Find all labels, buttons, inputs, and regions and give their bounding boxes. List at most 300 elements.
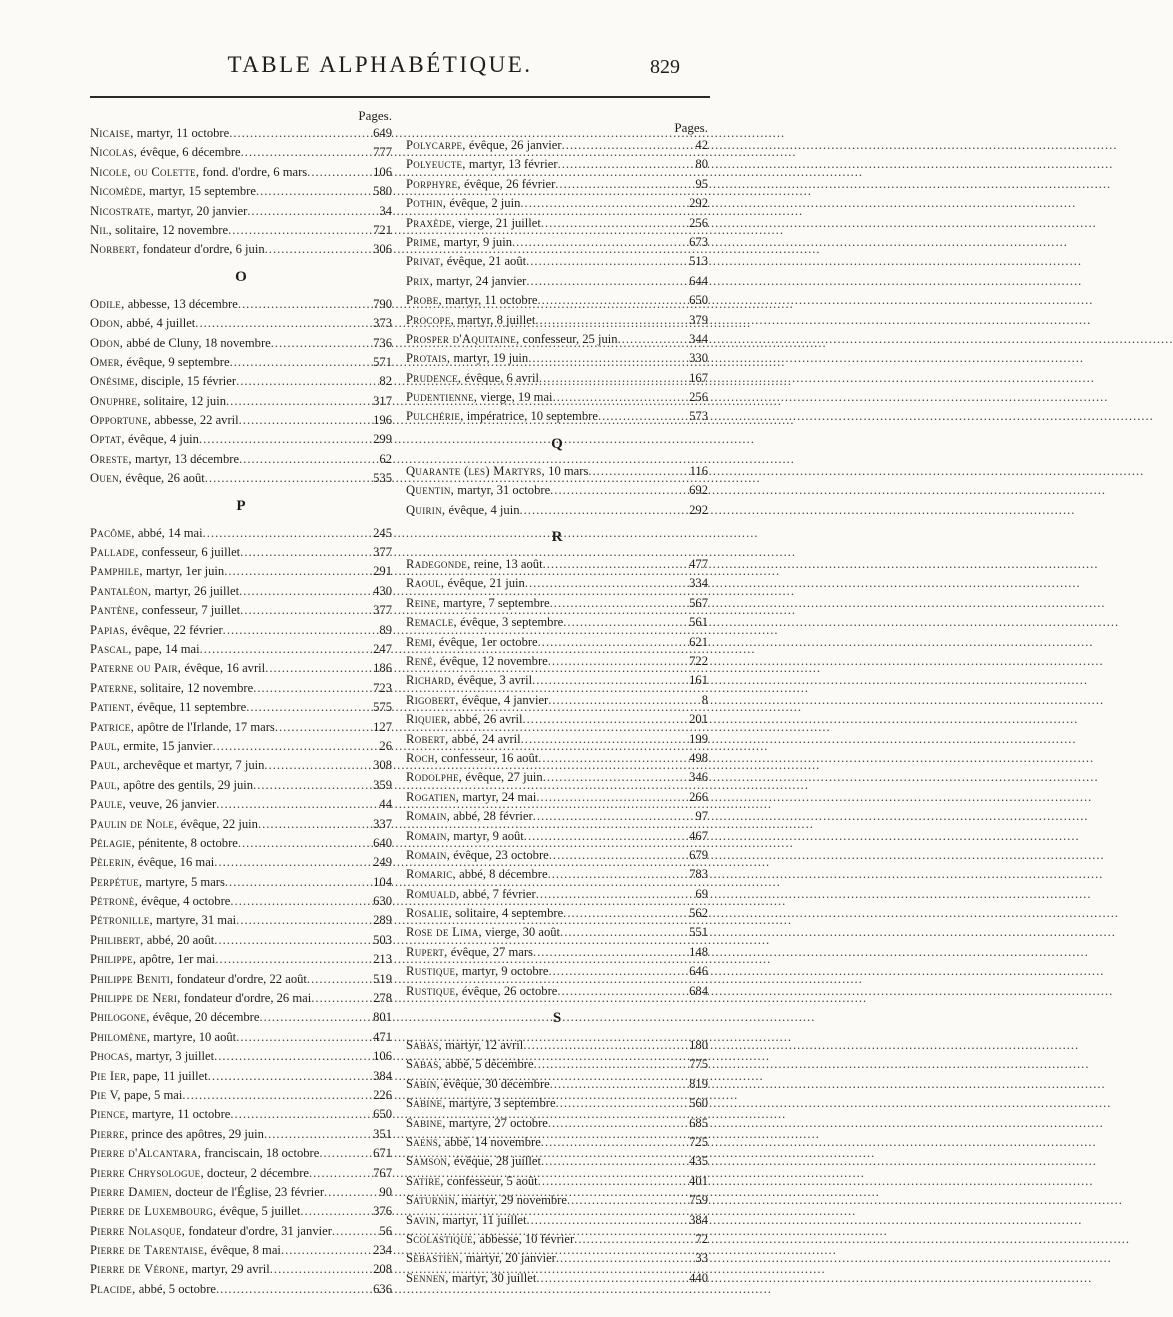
page-reference: 725: [689, 1134, 708, 1149]
saint-name: Pierre Chrysologue,: [90, 1165, 204, 1180]
dot-leader: [309, 1164, 370, 1183]
page-reference: 567: [689, 595, 708, 610]
index-entry: [406, 369, 708, 388]
page-reference: 82: [379, 374, 392, 389]
page-reference: 650: [373, 1107, 392, 1122]
index-entry: [90, 450, 392, 469]
index-entry: [406, 904, 708, 923]
entry-text: [406, 214, 541, 233]
index-entry: [90, 815, 392, 834]
entry-text: [406, 555, 543, 574]
page-reference: 649: [373, 126, 392, 140]
index-entry: [90, 621, 392, 640]
page-reference: 186: [373, 661, 392, 676]
saint-name: Quirin,: [406, 502, 446, 517]
entry-text: [90, 543, 240, 562]
page-reference: 435: [689, 1154, 708, 1169]
index-entry: [90, 221, 392, 240]
entry-description: évêque, 6 décembre: [137, 145, 241, 160]
saint-name: Odon,: [90, 316, 124, 331]
page-reference: 580: [373, 184, 392, 199]
saint-name: Remacle,: [406, 615, 457, 630]
saint-name: Omer,: [90, 354, 124, 369]
entry-text: [90, 911, 236, 930]
entry-text: [90, 698, 246, 717]
index-entry: [90, 1280, 392, 1299]
entry-text: [90, 372, 236, 391]
saint-name: Pierre,: [90, 1126, 129, 1141]
saint-name: Onuphre,: [90, 393, 141, 408]
entry-text: [90, 182, 256, 201]
saint-name: Saens,: [406, 1134, 442, 1149]
page-number: 829: [650, 56, 680, 78]
saint-name: Philippe de Neri,: [90, 991, 181, 1006]
dot-leader: [536, 788, 686, 807]
entry-text: [90, 892, 230, 911]
saint-name: Pulchérie,: [406, 409, 464, 424]
entry-description: confesseur, 5 août: [443, 1173, 538, 1188]
entry-text: [90, 524, 203, 543]
index-entry: [90, 202, 392, 221]
saint-name: Riquier,: [406, 712, 451, 727]
saint-name: Rosalie,: [406, 906, 452, 921]
index-entry: [406, 1230, 708, 1249]
index-entry: [90, 334, 392, 353]
entry-text: [406, 481, 550, 500]
saint-name: Paul,: [90, 738, 121, 753]
dot-leader: [532, 671, 686, 690]
index-entry: [406, 462, 708, 481]
saint-name: Ouen,: [90, 471, 123, 486]
saint-name: Pie V,: [90, 1087, 121, 1102]
index-entry: [406, 788, 708, 807]
saint-name: Porphyre,: [406, 176, 461, 191]
saint-name: Savin,: [406, 1212, 440, 1227]
entry-text: [406, 330, 618, 349]
index-entry: [406, 768, 708, 787]
saint-name: Placide,: [90, 1281, 136, 1296]
pages-column-label: Pages.: [674, 120, 708, 135]
index-entry: [90, 737, 392, 756]
entry-description: évêque, 5 juillet: [216, 1204, 301, 1219]
dot-leader: [199, 430, 370, 449]
dot-leader: [324, 1183, 376, 1202]
entry-description: confesseur, 6 juillet: [138, 545, 241, 560]
entry-description: pape, 11 juillet: [129, 1068, 208, 1083]
page-reference: 116: [689, 463, 708, 478]
page-reference: 575: [373, 700, 392, 715]
page-reference: 161: [689, 673, 708, 688]
dot-leader: [229, 124, 370, 143]
dot-leader: [265, 659, 370, 678]
page-reference: 560: [689, 1096, 708, 1111]
index-entry: [406, 943, 708, 962]
index-column-left: [90, 104, 392, 1299]
dot-leader: [307, 163, 370, 182]
saint-name: Prudence,: [406, 370, 462, 385]
entry-description: pénitente, 8 octobre: [135, 835, 238, 850]
dot-leader: [526, 272, 686, 291]
entry-description: martyr, 30 juillet: [448, 1270, 537, 1285]
dot-leader: [216, 795, 376, 814]
entry-description: martyr, 8 juillet: [454, 312, 536, 327]
entry-text: [406, 691, 548, 710]
entry-description: apôtre de l'Irlande, 17 mars: [134, 719, 275, 734]
entry-description: martyr, 20 janvier: [462, 1251, 556, 1266]
entry-text: [406, 369, 539, 388]
entry-description: martyr, 1er juin: [142, 564, 225, 579]
entry-text: [406, 136, 562, 155]
entry-description: évêque, 26 février: [460, 176, 556, 191]
dot-leader: [520, 501, 687, 520]
dot-leader: [548, 962, 686, 981]
saint-name: Pèlerin,: [90, 855, 135, 870]
entry-text: [406, 1230, 574, 1249]
saint-name: Praxède,: [406, 215, 456, 230]
saint-name: Paul,: [90, 758, 121, 773]
entry-text: [90, 679, 253, 698]
dot-leader: [533, 807, 693, 826]
dot-leader: [246, 698, 370, 717]
index-entry: [90, 989, 392, 1008]
saint-name: Rupert,: [406, 944, 448, 959]
saint-name: Paterne ou Pair,: [90, 661, 182, 676]
page-reference: 234: [373, 1243, 392, 1258]
entry-text: [406, 710, 523, 729]
index-entry: [90, 931, 392, 950]
saint-name: Pétronè,: [90, 894, 139, 909]
entry-text: [406, 462, 588, 481]
index-entry: [406, 671, 708, 690]
dot-leader: [200, 640, 370, 659]
entry-text: [406, 827, 524, 846]
saint-name: Sébastien,: [406, 1251, 463, 1266]
dot-leader: [558, 155, 693, 174]
index-entry: [406, 1269, 708, 1288]
page-reference: 180: [689, 1038, 708, 1053]
page-reference: 430: [373, 583, 392, 598]
entry-description: évêque, 21 août: [443, 254, 527, 269]
saint-name: Phocas,: [90, 1049, 133, 1064]
pages-column-label: Pages.: [358, 108, 392, 123]
entry-description: ermite, 15 janvier: [120, 738, 213, 753]
page-reference: 62: [379, 451, 392, 466]
entry-description: évêque, 8 mai: [207, 1243, 281, 1258]
dot-leader: [520, 194, 686, 213]
page-reference: 90: [379, 1184, 392, 1199]
entry-description: confesseur, 25 juin: [519, 331, 618, 346]
saint-name: Paterne,: [90, 680, 138, 695]
saint-name: Radegonde,: [406, 557, 471, 572]
entry-description: abbé, 4 juillet: [123, 316, 196, 331]
index-entry: [406, 214, 708, 233]
page-reference: 671: [373, 1146, 392, 1161]
index-entry: [90, 411, 392, 430]
entry-description: martyre, 7 septembre: [439, 595, 550, 610]
saint-name: Pétronille,: [90, 913, 153, 928]
dot-leader: [205, 469, 370, 488]
dot-leader: [319, 1144, 370, 1163]
entry-description: martyr, 15 septembre: [145, 184, 256, 199]
entry-text: [406, 1036, 523, 1055]
page-reference: 69: [695, 886, 708, 901]
page-reference: 317: [373, 393, 392, 408]
entry-text: [90, 853, 214, 872]
page-header: [0, 52, 800, 82]
saint-name: Philippe,: [90, 952, 137, 967]
page-reference: 256: [689, 215, 708, 230]
entry-text: [90, 430, 199, 449]
index-entry: [406, 827, 708, 846]
entry-description: fondateur d'ordre, 22 août: [173, 971, 307, 986]
entry-description: évêque, 26 août: [122, 471, 205, 486]
saint-name: Romain,: [406, 828, 451, 843]
saint-name: Rodolphe,: [406, 770, 463, 785]
saint-name: Nicostrate,: [90, 203, 155, 218]
index-entry: [90, 469, 392, 488]
entry-text: [406, 291, 538, 310]
entry-text: [90, 143, 241, 162]
dot-leader: [535, 311, 686, 330]
dot-leader: [239, 450, 376, 469]
saint-name: Papias,: [90, 622, 129, 637]
entry-description: abbé, 7 février: [459, 886, 536, 901]
entry-text: [90, 640, 200, 659]
page-reference: 359: [373, 777, 392, 792]
entry-text: [90, 1105, 230, 1124]
entry-text: [406, 730, 521, 749]
entry-description: martyr, 26 juillet: [151, 583, 240, 598]
saint-name: Rigobert,: [406, 692, 459, 707]
index-entry: [90, 834, 392, 853]
index-entry: [90, 718, 392, 737]
index-entry: [406, 555, 708, 574]
page-reference: 208: [373, 1262, 392, 1277]
page-reference: 775: [689, 1057, 708, 1072]
entry-text: [90, 776, 253, 795]
entry-description: martyr, 24 janvier: [433, 273, 527, 288]
page-reference: 477: [689, 557, 708, 572]
dot-leader: [524, 827, 686, 846]
entry-text: [90, 392, 226, 411]
dot-leader: [307, 970, 370, 989]
entry-description: abbesse, 22 avril: [151, 413, 239, 428]
entry-text: [406, 671, 532, 690]
entry-description: martyre, 10 août: [150, 1029, 237, 1044]
index-entry: [406, 501, 708, 520]
entry-text: [90, 221, 228, 240]
entry-text: [90, 989, 311, 1008]
entry-description: abbé, 14 novembre: [441, 1134, 541, 1149]
index-entry: [90, 1202, 392, 1221]
entry-text: [406, 574, 525, 593]
dot-leader: [557, 982, 686, 1001]
saint-name: Sabas,: [406, 1038, 442, 1053]
index-entry: [406, 574, 708, 593]
entry-description: martyr, 31 octobre: [454, 483, 551, 498]
entry-text: [90, 718, 275, 737]
dot-leader: [567, 1191, 686, 1210]
entry-text: [406, 1114, 548, 1133]
saint-name: Pamphile,: [90, 564, 143, 579]
index-entry: [90, 950, 392, 969]
index-entry: [406, 613, 708, 632]
index-entry: [406, 194, 708, 213]
dot-leader: [226, 392, 370, 411]
page-reference: 247: [373, 641, 392, 656]
saint-name: Rose de Lima,: [406, 925, 482, 940]
entry-description: évêque, 1er octobre: [435, 634, 538, 649]
index-entry: [406, 982, 708, 1001]
page-reference: 337: [373, 816, 392, 831]
page-reference: 306: [373, 242, 392, 257]
saint-name: Paul,: [90, 777, 121, 792]
entry-description: abbé, 28 février: [450, 809, 533, 824]
entry-description: fond. d'ordre, 6 mars: [199, 164, 308, 179]
entry-description: vierge, 19 mai: [477, 390, 553, 405]
dot-leader: [239, 411, 370, 430]
index-entry: [90, 295, 392, 314]
entry-description: évêque, 30 décembre: [439, 1076, 550, 1091]
page-reference: 56: [379, 1223, 392, 1238]
page-reference: 346: [689, 770, 708, 785]
index-entry: [90, 143, 392, 162]
index-entry: [90, 1241, 392, 1260]
dot-leader: [550, 594, 686, 613]
entry-text: [406, 1075, 550, 1094]
dot-leader: [238, 834, 370, 853]
saint-name: Romaric,: [406, 867, 456, 882]
entry-description: abbé, 14 mai: [134, 525, 203, 540]
page-reference: 471: [373, 1029, 392, 1044]
dot-leader: [534, 1055, 687, 1074]
page-reference: 561: [689, 615, 708, 630]
dot-leader: [574, 1230, 692, 1249]
index-entry: [406, 481, 708, 500]
saint-name: Pothin,: [406, 196, 447, 211]
dot-leader: [240, 543, 370, 562]
entry-text: [90, 1125, 264, 1144]
entry-description: évêque, 3 septembre: [456, 615, 564, 630]
page-reference: 289: [373, 913, 392, 928]
saint-name: Oreste,: [90, 451, 132, 466]
dot-leader: [264, 1125, 370, 1144]
index-entry: [406, 136, 708, 155]
dot-leader: [311, 989, 370, 1008]
entry-description: abbesse, 13 décembre: [124, 296, 238, 311]
index-entry: [90, 1260, 392, 1279]
page-reference: 767: [373, 1165, 392, 1180]
entry-description: évêque, 6 avril: [461, 370, 539, 385]
entry-text: [406, 652, 548, 671]
dot-leader: [538, 633, 686, 652]
index-entry: [90, 698, 392, 717]
entry-description: veuve, 26 janvier: [125, 797, 217, 812]
page-reference: 8: [701, 692, 708, 707]
entry-text: [406, 1211, 526, 1230]
dot-leader: [332, 1222, 377, 1241]
dot-leader: [241, 143, 370, 162]
entry-text: [90, 1241, 281, 1260]
index-entry: [406, 311, 708, 330]
page-reference: 384: [373, 1068, 392, 1083]
entry-description: évêque, 4 juin: [124, 432, 199, 447]
index-entry: [90, 240, 392, 259]
index-entry: [406, 1114, 708, 1133]
saint-name: Prosper d'Aquitaine,: [406, 331, 520, 346]
dot-leader: [523, 710, 687, 729]
saint-name: Sabas,: [406, 1057, 442, 1072]
entry-text: [90, 756, 264, 775]
saint-name: René,: [406, 653, 437, 668]
page-reference: 684: [689, 983, 708, 998]
page-reference: 646: [689, 964, 708, 979]
saint-name: Philogone,: [90, 1010, 150, 1025]
saint-name: Romuald,: [406, 886, 460, 901]
index-entry: [406, 1249, 708, 1268]
entry-description: martyr, 13 décembre: [131, 451, 240, 466]
dot-leader: [538, 1172, 686, 1191]
entry-text: [406, 175, 555, 194]
dot-leader: [212, 737, 376, 756]
index-entry: [406, 1172, 708, 1191]
index-entry: [90, 182, 392, 201]
index-entry: [90, 679, 392, 698]
entry-description: évêque, 12 novembre: [436, 653, 548, 668]
index-entry: [406, 1133, 708, 1152]
page-reference: 377: [373, 603, 392, 618]
saint-name: Scolastique,: [406, 1231, 477, 1246]
saint-name: Pierre de Vérone,: [90, 1262, 189, 1277]
entry-description: évêque, 26 octobre: [458, 983, 558, 998]
dot-leader: [215, 950, 370, 969]
saint-name: Patrice,: [90, 719, 135, 734]
saint-name: Polyeucte,: [406, 157, 466, 172]
dot-leader: [560, 923, 686, 942]
index-entry: [406, 1152, 708, 1171]
entry-description: évêque, 27 juin: [462, 770, 543, 785]
entry-text: [90, 163, 307, 182]
saint-name: Odon,: [90, 335, 124, 350]
page-reference: 106: [373, 164, 392, 179]
index-entry: [406, 272, 708, 291]
entry-description: abbé, 26 avril: [450, 712, 523, 727]
saint-name: Onésime,: [90, 374, 139, 389]
entry-description: martyre, 3 septembre: [445, 1096, 556, 1111]
saint-name: Sabine,: [406, 1115, 446, 1130]
entry-text: [90, 601, 240, 620]
index-entry: [406, 349, 708, 368]
entry-description: martyr, 11 juillet: [439, 1212, 527, 1227]
entry-description: martyre, 27 octobre: [445, 1115, 548, 1130]
page-reference: 97: [695, 809, 708, 824]
entry-description: évêque, 23 octobre: [450, 847, 549, 862]
entry-description: évêque, 26 janvier: [465, 138, 562, 152]
page-reference: 72: [695, 1231, 708, 1246]
dot-leader: [555, 175, 692, 194]
page-reference: 722: [689, 653, 708, 668]
dot-leader: [556, 1249, 693, 1268]
dot-leader: [216, 1280, 370, 1299]
saint-name: Paule,: [90, 797, 126, 812]
index-entry: [90, 1125, 392, 1144]
page-reference: 106: [373, 1049, 392, 1064]
dot-leader: [253, 776, 370, 795]
saint-name: Odile,: [90, 296, 125, 311]
entry-description: prince des apôtres, 29 juin: [128, 1126, 264, 1141]
page-reference: 291: [373, 564, 392, 579]
entry-text: [90, 124, 229, 143]
